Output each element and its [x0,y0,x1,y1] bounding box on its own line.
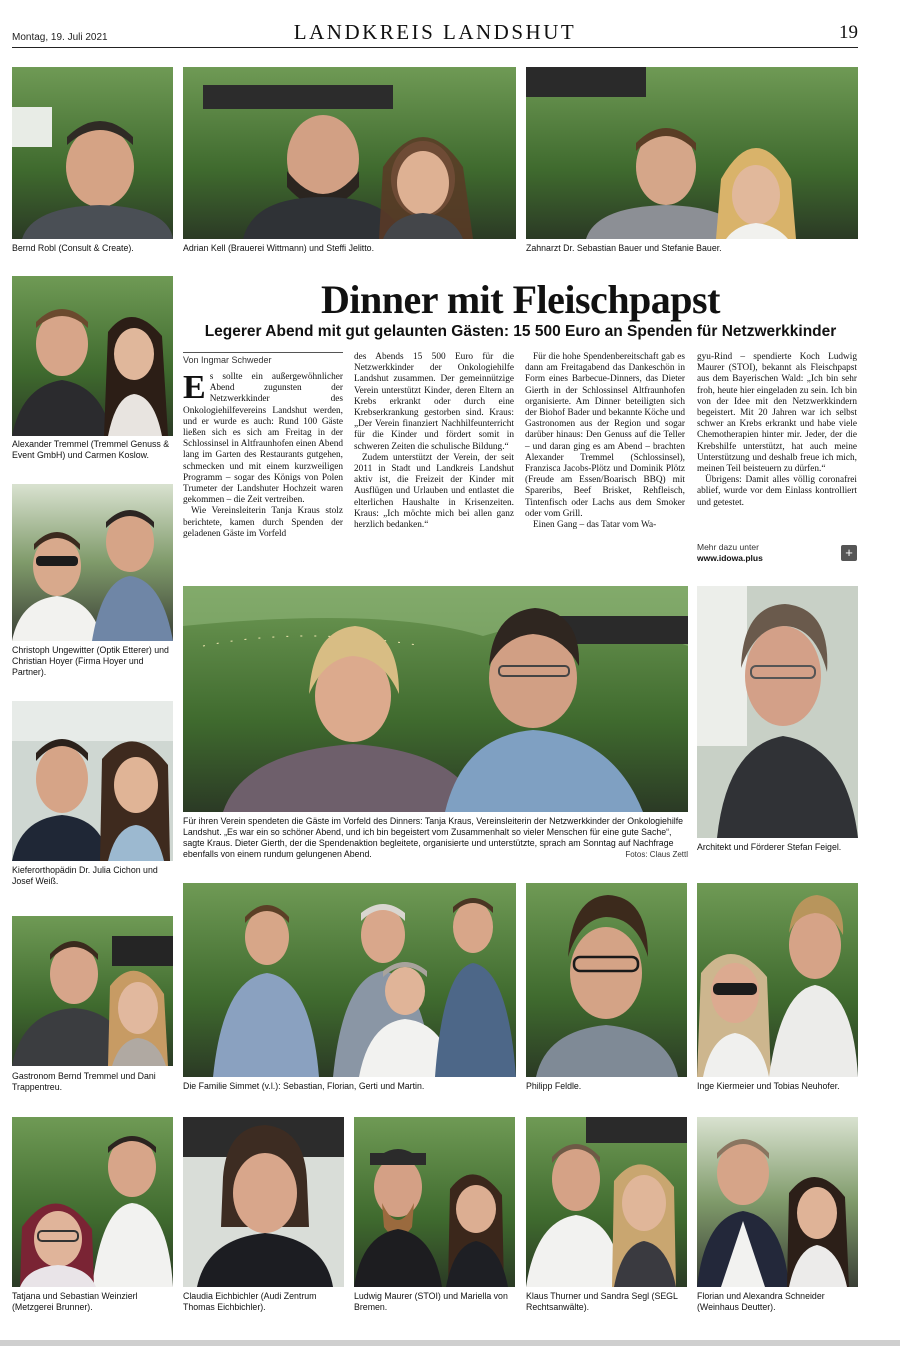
caption-julia-cichon: Kieferorthopädin Dr. Julia Cichon und Josef Weiß. [12,865,158,886]
page-number: 19 [839,22,858,43]
photo-julia-cichon [12,701,173,861]
photo-main-tanja-kraus [183,586,688,812]
caption-philipp-feldle: Philipp Feldle. [526,1081,582,1091]
photo-tatjana-weinzierl [12,1117,173,1287]
col4-paragraph-1: gyu-Rind – spendierte Koch Ludwig Maurer (STOI), bekannt als Fleischpapst aus dem Bayerischen Wald: „Ich bin sehr froh, heute hier eingeladen zu sein. Ich bin von der Idee mit den Netzwerkkindern begeistert. Mit 20 Jahren war ich selbst schwer an Krebs erkrankt und habe viele Chemotherapien hinter mir. Jeder, der die Krebshilfe unterstützt, hat auch meine Unterstützung und deshalb freue ich mich, meinen Teil beisteuern zu dürfen.“ [697,352,857,475]
col1-paragraph-1: s sollte ein außergewöhnlicher Abend zugunsten der Netzwerkkinder des Onkologiehilfevereins Landshut werden, und er wurde es auch: Rund 100 Gäste ließen sich es sich am Freitag in der Schlossinsel in Altfraunhofen einen Abend lang im Garten des Restaurants gutgehen, schmecken und mit einem kurzweiligen Programm – sogar des Königs von Polen Trumeter der Landshuter Hochzeit waren gekommen – die Zeit vertreiben. [183,372,343,506]
caption-ludwig-maurer: Ludwig Maurer (STOI) und Mariella von Bremen. [354,1291,508,1312]
caption-main-text: Für ihren Verein spendeten die Gäste im Vorfeld des Dinners: Tanja Kraus, Vereinsleiterin der Netzwerkkinder der Onkologiehilfe Landshut. „Es war ein so schöner Abend, und ich bin begeistert vom Zusammenhalt so vieler Menschen für eine gute Sache“, sagte Kraus. Dieter Gierth, der die Spendenaktion begleitete, organisierte und unterstützte, sprach am Sonntag auf Nachfrage ebenfalls von einem rundum gelungenen Abend. [183,816,684,859]
caption-inge-kiermeier: Inge Kiermeier und Tobias Neuhofer. [697,1081,840,1091]
section-title: LANDKREIS LANDSHUT [293,20,577,44]
caption-sebastian-bauer: Zahnarzt Dr. Sebastian Bauer und Stefanie Bauer. [526,243,722,253]
article-headline: Dinner mit Fleischpapst [321,277,720,322]
photo-bernd-tremmel [12,916,173,1066]
caption-adrian-kell: Adrian Kell (Brauerei Wittmann) und Steffi Jelitto. [183,243,375,253]
photo-adrian-kell [183,67,516,239]
photo-alexander-tremmel [12,276,173,436]
caption-bernd-robl: Bernd Robl (Consult & Create). [12,243,134,253]
photo-sebastian-bauer [526,67,858,239]
caption-florian-schneider: Florian und Alexandra Schneider (Weinhaus Deutter). [697,1291,825,1312]
col3-paragraph-1: Für die hohe Spendenbereitschaft gab es dann am Freitagabend das Dankeschön in Form eines Barbecue-Dinners, das Dieter Gierth in der Schlossinsel Altfraunhofen organisierte. Am Dinner beteiligten sich der Biohof Bader und bekannte Köche und Gastronomen aus der Region und sogar darüber hinaus: Den Genuss auf die Teller – und daran ging es am Abend – brachten Alexander Tremmel (Schlossinsel), Franzisca Jacobs-Plötz und Dominik Plötz (Freude am Essen/Boarisch BBQ) mit Spareribs, Beef Brisket, Rehfleisch, Tintenfisch oder Lachs aus dem Smoker oder vom Grill. [525,352,685,519]
photo-philipp-feldle [526,883,687,1077]
caption-klaus-thurner: Klaus Thurner und Sandra Segl (SEGL Rechtsanwälte). [526,1291,678,1312]
col1-paragraph-2: Wie Vereinsleiterin Tanja Kraus stolz berichtete, kamen durch Spenden der geladenen Gäste im Vorfeld [183,506,343,539]
drop-cap: E [183,369,206,406]
more-info-url[interactable]: www.idowa.plus [697,553,763,563]
caption-claudia-eichbichler: Claudia Eichbichler (Audi Zentrum Thomas Eichbichler). [183,1291,317,1312]
photo-ludwig-maurer [354,1117,515,1287]
photo-inge-kiermeier [697,883,858,1077]
article-column-2 [354,352,514,531]
caption-alexander-tremmel: Alexander Tremmel (Tremmel Genuss & Event GmbH) und Carmen Koslow. [12,439,170,460]
photo-florian-schneider [697,1117,858,1287]
page-masthead [12,18,858,48]
article-byline: Von Ingmar Schweder [183,352,343,365]
photo-klaus-thurner [526,1117,687,1287]
caption-familie-simmet: Die Familie Simmet (v.l.): Sebastian, Florian, Gerti und Martin. [183,1081,425,1091]
page-bottom-edge [0,1340,900,1346]
col3-paragraph-2: Einen Gang – das Tatar vom Wa- [533,520,657,531]
article-column-4 [697,352,857,509]
photo-claudia-eichbichler [183,1117,344,1287]
article-column-1 [183,369,343,540]
col2-paragraph-1: des Abends 15 500 Euro für die Netzwerkkinder der Onkologiehilfe Landshut zusammen. Der gemeinnützige Verein unterstützt Kinder, deren Eltern an Krebs erkrankt oder durch eine Krebserkrankung gestorben sind. Kraus: „Der Verein finanziert Nachhilfeunterricht für die Kinder und fördert somit in schweren Zeiten die schulische Bildung.“ [354,352,514,452]
caption-christoph-ungewitter: Christoph Ungewitter (Optik Etterer) und Christian Hoyer (Firma Hoyer und Partner). [12,645,169,677]
more-info-link[interactable] [697,542,857,564]
photo-familie-simmet [183,883,516,1077]
caption-stefan-feigel: Architekt und Förderer Stefan Feigel. [697,842,842,852]
col2-paragraph-2: Zudem unterstützt der Verein, der seit 2011 in Stadt und Landkreis Landshut aktiv ist, die Freizeit der Kinder mit Ausflügen und Urlauben und entlastet die elterlichen Haushalte in Krisenzeiten. Kraus: „Ich möchte mich bei allen ganz herzlich bedanken.“ [354,452,514,531]
photo-credit: Fotos: Claus Zettl [625,850,688,859]
caption-tatjana-weinzierl: Tatjana und Sebastian Weinzierl (Metzgerei Brunner). [12,1291,138,1312]
photo-bernd-robl [12,67,173,239]
photo-christoph-ungewitter [12,484,173,641]
photo-stefan-feigel [697,586,858,838]
more-info-label: Mehr dazu unter [697,542,759,552]
col4-paragraph-2: Übrigens: Damit alles völlig coronafrei ablief, wurde vor dem Einlass kontrolliert und getestet. [697,475,857,508]
plus-icon[interactable]: + [841,545,857,561]
caption-main-photo [183,816,688,860]
article-column-3 [525,352,685,531]
caption-bernd-tremmel: Gastronom Bernd Tremmel und Dani Trappentreu. [12,1071,156,1092]
issue-date: Montag, 19. Juli 2021 [12,32,108,43]
article-subheadline: Legerer Abend mit gut gelaunten Gästen: 15 500 Euro an Spenden für Netzwerkkinder [204,323,837,340]
